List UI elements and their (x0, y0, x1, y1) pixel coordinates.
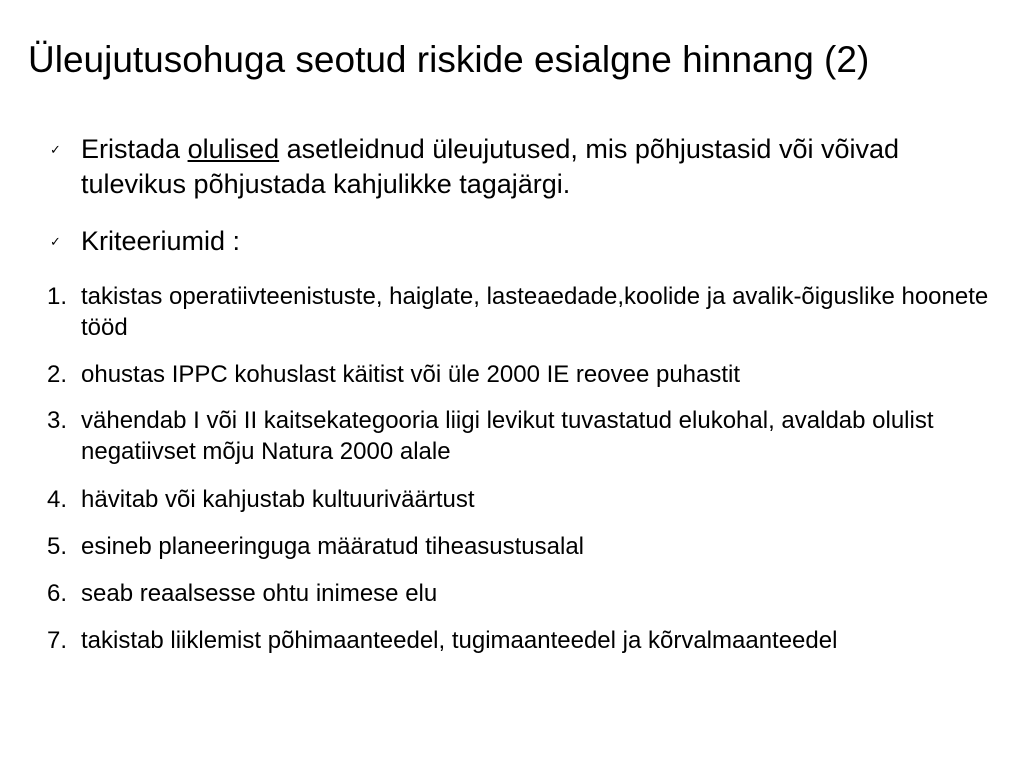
criteria-item-7 (47, 625, 997, 656)
bullet-text: Kriteeriumid : (81, 226, 241, 256)
criteria-item-2 (47, 359, 997, 390)
criteria-item-5 (47, 531, 997, 562)
criteria-text: hävitab või kahjustab kultuuriväärtust (81, 486, 475, 513)
bullet-item-1 (50, 132, 990, 202)
criteria-number: 6. (47, 580, 68, 607)
bullet-text-underlined: olulised (187, 134, 280, 164)
criteria-text: seab reaalsesse ohtu inimese elu (81, 580, 438, 607)
checkmark-icon: ✓ (50, 234, 61, 249)
bullet-text-post: asetleidnud üleujutused, mis põhjustasid või võivad tulevikus põhjustada kahjulikke tagajärgi. (81, 134, 900, 199)
criteria-item-1 (47, 281, 997, 343)
criteria-item-4 (47, 484, 997, 515)
criteria-number: 7. (47, 627, 68, 654)
slide-title: Üleujutusohuga seotud riskide esialgne hinnang (2) (28, 39, 870, 80)
bullet-text-pre: Eristada (81, 134, 188, 164)
criteria-text: vähendab I või II kaitsekategooria liigi levikut tuvastatud elukohal, avaldab olulist negatiivset mõju Natura 2000 alale (81, 407, 934, 465)
bullet-text (81, 132, 990, 202)
bullet-item-2 (50, 224, 990, 259)
criteria-text: esineb planeeringuga määratud tiheasustusalal (81, 533, 585, 560)
criteria-text: takistas operatiivteenistuste, haiglate, lasteaedade,koolide ja avalik-õiguslike hoonete tööd (81, 283, 989, 341)
criteria-number: 3. (47, 407, 68, 434)
criteria-item-6 (47, 578, 997, 609)
criteria-item-3 (47, 405, 997, 467)
criteria-number: 5. (47, 533, 68, 560)
criteria-number: 2. (47, 361, 68, 388)
checkmark-icon: ✓ (50, 142, 61, 157)
criteria-text: takistab liiklemist põhimaanteedel, tugimaanteedel ja kõrvalmaanteedel (81, 627, 838, 654)
criteria-number: 4. (47, 486, 68, 513)
criteria-number: 1. (47, 283, 68, 310)
criteria-text: ohustas IPPC kohuslast käitist või üle 2000 IE reovee puhastit (81, 361, 741, 388)
